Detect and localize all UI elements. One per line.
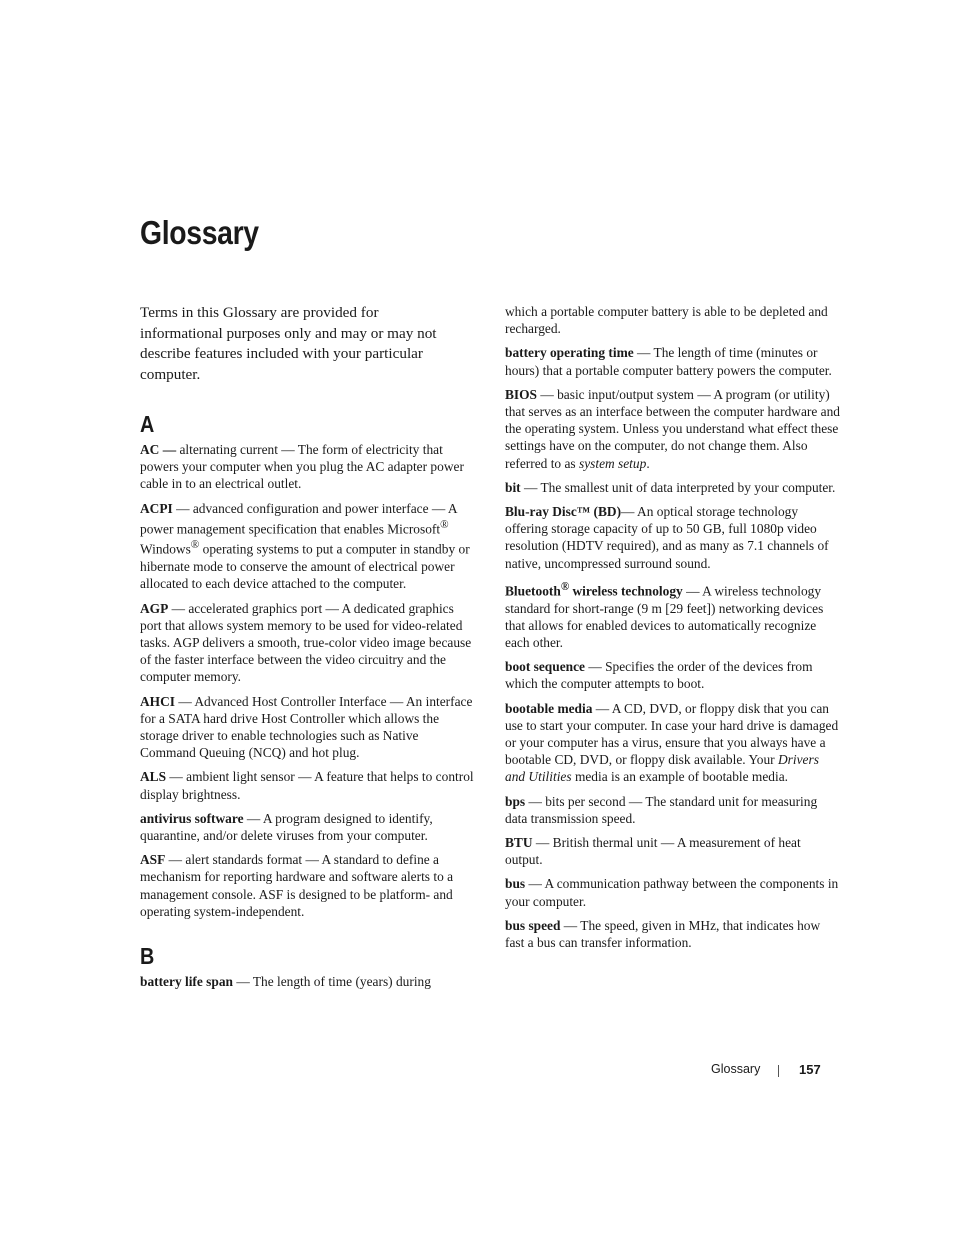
entry-definition: operating systems to put a computer in standby or hibernate mode to conserve the amount of electrical power allocated to each device attached to the computer. xyxy=(140,541,470,592)
entry-definition: — ambient light sensor — A feature that helps to control display brightness. xyxy=(140,769,474,802)
entry-ahci xyxy=(140,693,476,762)
entry-term: Bluetooth xyxy=(505,583,561,599)
entry-ac xyxy=(140,441,476,493)
right-column xyxy=(505,303,841,958)
entry-bit xyxy=(505,479,841,496)
entry-term: battery life span xyxy=(140,974,233,990)
registered-mark: ® xyxy=(560,580,570,593)
entry-definition: — A program designed to identify, quarantine, and/or delete viruses from your computer. xyxy=(140,810,433,843)
entry-term: battery operating time xyxy=(505,345,634,361)
entry-term: ALS xyxy=(140,769,167,785)
entry-term: BIOS xyxy=(505,386,538,402)
entry-term: ACPI xyxy=(140,500,173,516)
section-letter-b: B xyxy=(140,943,155,970)
entry-definition: — A wireless technology standard for short-range (9 m [29 feet]) networking devices that allows for enabled devices to automatically recognize each other. xyxy=(505,583,824,650)
footer-divider xyxy=(778,1065,779,1077)
entry-definition: — Specifies the order of the devices from which the computer attempts to boot. xyxy=(505,659,813,692)
entry-definition: alternating current — The form of electricity that powers your computer when you plug the AC adapter power cable in to an electrical outlet. xyxy=(140,442,464,492)
entry-antivirus-software xyxy=(140,810,476,844)
entry-term: AHCI xyxy=(140,693,175,709)
entry-definition: — The length of time (years) during xyxy=(232,974,431,990)
entry-definition: — alert standards format — A standard to define a mechanism for reporting hardware and software alerts to a management console. ASF is designed to be platform- and operating system-independent. xyxy=(140,852,454,919)
entry-term: bootable media xyxy=(505,700,593,716)
entry-definition: — Advanced Host Controller Interface — An interface for a SATA hard drive Host Controller which allows the storage driver to enable technologies such as Native Command Queuing (NCQ) and hot plug. xyxy=(140,693,473,761)
entry-definition: — accelerated graphics port — A dedicated graphics port that allows system memory to be used for video-related tasks. AGP delivers a smooth, true-color video image because of the faster interface between the video circuitry and the computer memory. xyxy=(140,600,472,685)
entry-definition: — The smallest unit of data interpreted by your computer. xyxy=(520,479,836,495)
entry-term: Blu-ray Disc™ (BD) xyxy=(505,504,622,520)
entry-term: antivirus software xyxy=(140,810,244,826)
entry-term: bus speed xyxy=(505,917,561,933)
entry-asf xyxy=(140,851,476,920)
entry-term: bit xyxy=(505,479,521,495)
registered-mark: ® xyxy=(440,518,449,531)
entry-battery-life-span-continued: which a portable computer battery is able to be depleted and recharged. xyxy=(505,304,828,337)
entry-battery-operating-time xyxy=(505,344,841,378)
entry-battery-life-span xyxy=(140,973,476,990)
entry-term: AC — xyxy=(140,442,177,457)
registered-mark: ® xyxy=(190,539,200,552)
entry-definition: — bits per second — The standard unit for measuring data transmission speed. xyxy=(505,793,818,826)
entry-definition: — A communication pathway between the components in your computer. xyxy=(505,876,839,909)
entry-term: boot sequence xyxy=(505,659,585,675)
left-column xyxy=(140,303,476,997)
entry-acpi xyxy=(140,500,476,593)
entry-bus xyxy=(505,875,841,909)
entry-blu-ray-disc xyxy=(505,503,841,572)
entry-definition: — basic input/output system — A program (or utility) that serves as an interface between the computer hardware and the operating system. Unless you understand what effect these settings have on the computer, do not change them. Also referred to as xyxy=(505,386,840,471)
entry-definition-end: media is an example of bootable media. xyxy=(571,769,789,785)
entry-bus-speed xyxy=(505,917,841,951)
entry-als xyxy=(140,768,476,802)
entry-definition: — advanced configuration and power interface — A power management specification that enables Microsoft xyxy=(140,500,457,537)
entry-definition: — The speed, given in MHz, that indicates how fast a bus can transfer information. xyxy=(505,917,821,950)
entry-bluetooth xyxy=(505,579,841,651)
entry-boot-sequence xyxy=(505,658,841,692)
section-letter-a: A xyxy=(140,411,155,437)
entry-term: ASF xyxy=(140,852,166,868)
entry-definition: — The length of time (minutes or hours) that a portable computer battery powers the computer. xyxy=(505,345,832,378)
page-title: Glossary xyxy=(140,214,259,251)
entry-definition: — A CD, DVD, or floppy disk that you can use to start your computer. In case your hard drive is damaged or your computer has a virus, ensure that you always have a bootable CD, DVD, or floppy disk available. Your xyxy=(505,700,839,768)
entry-btu xyxy=(505,834,841,868)
entry-definition-end: . xyxy=(646,455,650,471)
entry-definition: Windows xyxy=(140,541,191,557)
page-number: 157 xyxy=(799,1062,821,1077)
intro-paragraph: Terms in this Glossary are provided for informational purposes only and may or may not describe features included with your particular computer. xyxy=(140,304,437,383)
entry-bootable-media xyxy=(505,700,841,786)
entry-term: wireless technology xyxy=(569,583,683,599)
entry-italic-term: Drivers and Utilities xyxy=(505,752,819,785)
entry-definition: — An optical storage technology offering storage capacity of up to 50 GB, full 1080p video resolution (HDTV required), and as many as 7.1 channels of native, uncompressed surround sound. xyxy=(505,504,829,571)
entry-term: bus xyxy=(505,876,526,892)
entry-italic-term: system setup xyxy=(578,455,647,471)
entry-term: bps xyxy=(505,793,526,809)
entry-term: BTU xyxy=(505,834,533,850)
entry-definition: — British thermal unit — A measurement of heat output. xyxy=(505,834,801,868)
entry-term: AGP xyxy=(140,600,169,616)
footer-section-label: Glossary xyxy=(711,1062,761,1076)
entry-agp xyxy=(140,600,476,686)
entry-bps xyxy=(505,793,841,827)
entry-bios xyxy=(505,386,841,472)
